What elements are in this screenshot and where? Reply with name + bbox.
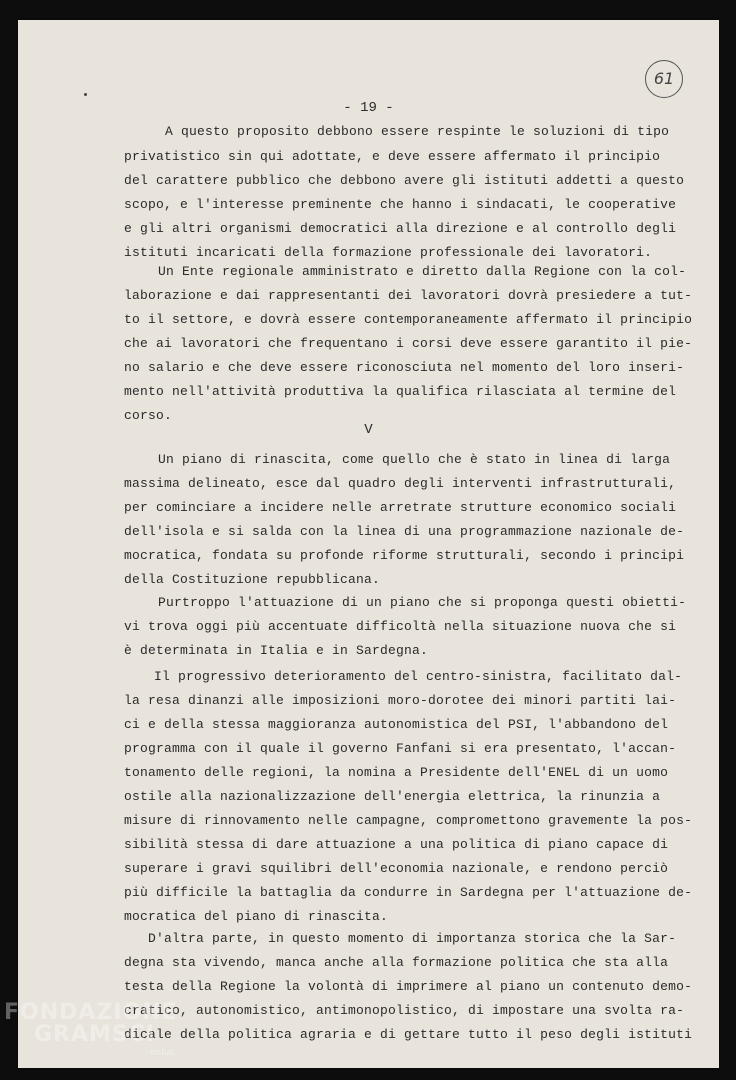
watermark-logo-sub: onlus (150, 1048, 175, 1058)
text-line: istituti incaricati della formazione professionale dei lavoratori. (124, 245, 653, 260)
watermark-logo-line1: FONDAZIONE (4, 1000, 178, 1025)
section-numeral: V (364, 422, 373, 438)
text-line: ostile alla nazionalizzazione dell'energia elettrica, la rinunzia a (124, 789, 661, 804)
text-line: Il progressivo deterioramento del centro-sinistra, facilitato dal- (154, 669, 683, 684)
text-line: cratico, autonomistico, antimonopolistico, di impostare una svolta ra- (124, 1003, 685, 1018)
text-line: della Costituzione repubblicana. (124, 572, 381, 587)
text-line: mocratica, fondata su profonde riforme strutturali, secondo i principi (124, 548, 685, 563)
text-line: degna sta vivendo, manca anche alla formazione politica che sta alla (124, 955, 669, 970)
watermark-logo-line2: GRAMSCI (34, 1022, 156, 1047)
text-line: to il settore, e dovrà essere contemporaneamente affermato il principio (124, 312, 693, 327)
text-line: del carattere pubblico che debbono avere gli istituti addetti a questo (124, 173, 685, 188)
text-line: è determinata in Italia e in Sardegna. (124, 643, 429, 658)
archive-page-stamp: 61 (645, 60, 683, 98)
text-line: testa della Regione la volontà di imprimere al piano un contenuto demo- (124, 979, 693, 994)
text-line: massima delineato, esce dal quadro degli interventi infrastrutturali, (124, 476, 677, 491)
text-line: dicale della politica agraria e di gettare tutto il peso degli istituti (124, 1027, 693, 1042)
text-line: Purtroppo l'attuazione di un piano che si proponga questi obietti- (158, 595, 687, 610)
text-line: per cominciare a incidere nelle arretrate strutture economico sociali (124, 500, 677, 515)
text-line: corso. (124, 408, 173, 423)
text-line: no salario e che deve essere riconosciuta nel momento del loro inseri- (124, 360, 685, 375)
text-line: che ai lavoratori che frequentano i corsi deve essere garantito il pie- (124, 336, 693, 351)
text-line: privatistico sin qui adottate, e deve essere affermato il principio (124, 149, 661, 164)
text-line: misure di rinnovamento nelle campagne, compromettono gravemente la pos- (124, 813, 693, 828)
text-line: vi trova oggi più accentuate difficoltà nella situazione nuova che si (124, 619, 677, 634)
text-line: mocratica del piano di rinascita. (124, 909, 389, 924)
text-line: ci e della stessa maggioranza autonomistica del PSI, l'abbandono del (124, 717, 669, 732)
text-line: e gli altri organismi democratici alla direzione e al controllo degli (124, 221, 677, 236)
text-line: scopo, e l'interesse preminente che hanno i sindacati, le cooperative (124, 197, 677, 212)
text-line: la resa dinanzi alle imposizioni moro-dorotee dei minori partiti lai- (124, 693, 677, 708)
text-line: Un Ente regionale amministrato e diretto dalla Regione con la col- (158, 264, 687, 279)
text-line: tonamento delle regioni, la nomina a Presidente dell'ENEL di un uomo (124, 765, 669, 780)
text-line: laborazione e dai rappresentanti dei lavoratori dovrà presiedere a tut- (124, 288, 693, 303)
text-line: dell'isola e si salda con la linea di una programmazione nazionale de- (124, 524, 685, 539)
page-number: - 19 - (343, 100, 394, 116)
text-line: più difficile la battaglia da condurre in Sardegna per l'attuazione de- (124, 885, 693, 900)
text-line: sibilità stessa di dare attuazione a una politica di piano capace di (124, 837, 669, 852)
text-line: mento nell'attività produttiva la qualifica rilasciata al termine del (124, 384, 677, 399)
text-line: superare i gravi squilibri dell'economia nazionale, e rendono perciò (124, 861, 669, 876)
text-line: programma con il quale il governo Fanfani si era presentato, l'accan- (124, 741, 677, 756)
text-line: D'altra parte, in questo momento di importanza storica che la Sar- (148, 931, 677, 946)
text-line: Un piano di rinascita, come quello che è stato in linea di larga (158, 452, 671, 467)
paper-speck (84, 93, 87, 96)
text-line: A questo proposito debbono essere respinte le soluzioni di tipo (165, 124, 670, 139)
document-page (18, 20, 719, 1068)
